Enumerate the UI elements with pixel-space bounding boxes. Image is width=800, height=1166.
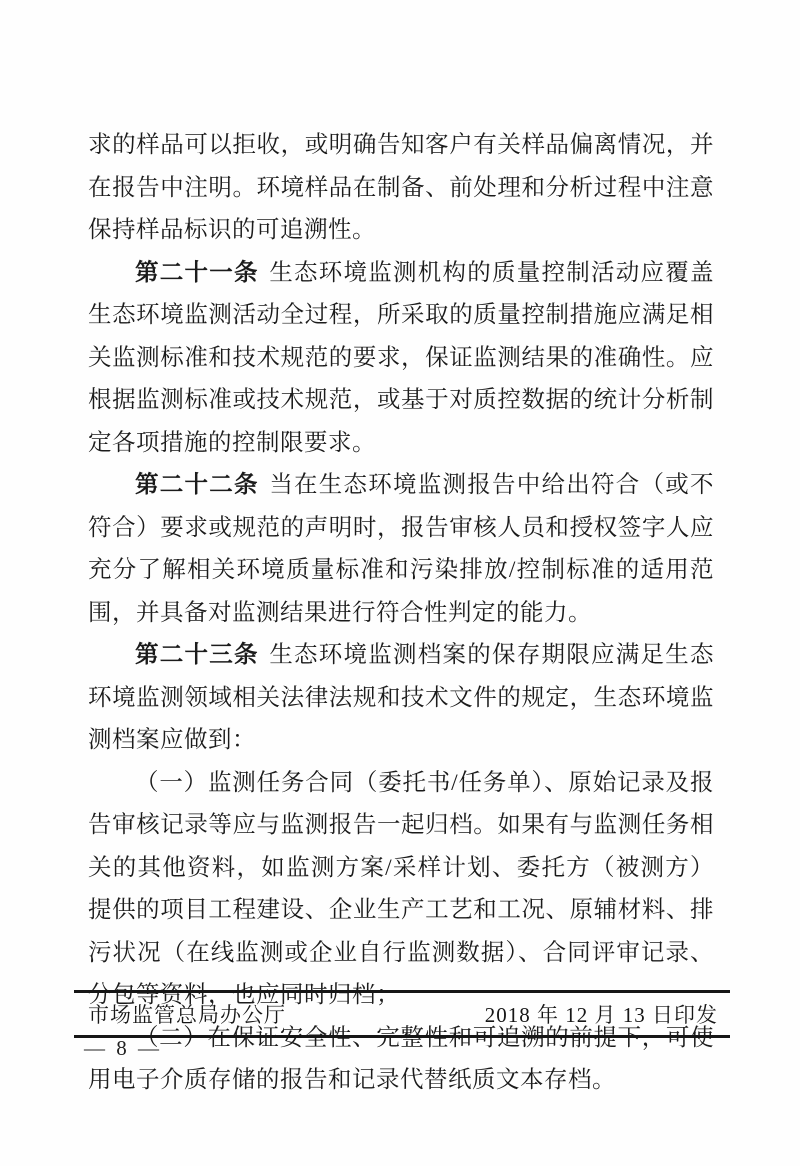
document-body	[88, 124, 714, 1102]
clause-number: 第二十二条	[135, 472, 259, 498]
paragraph: （一）监测任务合同（委托书/任务单）、原始记录及报告审核记录等应与监测报告一起归档。如果有与监测任务相关的其他资料，如监测方案/采样计划、委托方（被测方）提供的项目工程建设、企业生产工艺和工况、原辅材料、排污状况（在线监测或企业自行监测数据）、合同评审记录、分包等资料，也应同时归档；	[88, 769, 714, 1008]
footer	[74, 990, 730, 1038]
paragraph: 第二十一条 生态环境监测机构的质量控制活动应覆盖生态环境监测活动全过程，所采取的质量控制措施应满足相关监测标准和技术规范的要求，保证监测结果的准确性。应根据监测标准或技术规范，或基于对质控数据的统计分析制定各项措施的控制限要求。	[88, 259, 715, 456]
paragraph: 第二十三条 生态环境监测档案的保存期限应满足生态环境监测领域相关法律法规和技术文件的规定，生态环境监测档案应做到：	[88, 642, 715, 753]
footer-row	[74, 993, 730, 1035]
footer-issuer: 市场监管总局办公厅	[88, 1003, 286, 1027]
paragraph: 求的样品可以拒收，或明确告知客户有关样品偏离情况，并在报告中注明。环境样品在制备、前处理和分析过程中注意保持样品标识的可追溯性。	[88, 132, 714, 243]
footer-print-date: 2018 年 12 月 13 日印发	[484, 1003, 718, 1027]
page-number: — 8 —	[84, 1036, 162, 1060]
paragraph: 第二十二条 当在生态环境监测报告中给出符合（或不符合）要求或规范的声明时，报告审核人员和授权签字人应充分了解相关环境质量标准和污染排放/控制标准的适用范围，并具备对监测结果进行符合性判定的能力。	[88, 472, 715, 626]
paragraph: （二）在保证安全性、完整性和可追溯的前提下，可使用电子介质存储的报告和记录代替纸质文本存档。	[88, 1024, 714, 1093]
clause-number: 第二十三条	[135, 642, 259, 668]
clause-number: 第二十一条	[135, 259, 259, 286]
